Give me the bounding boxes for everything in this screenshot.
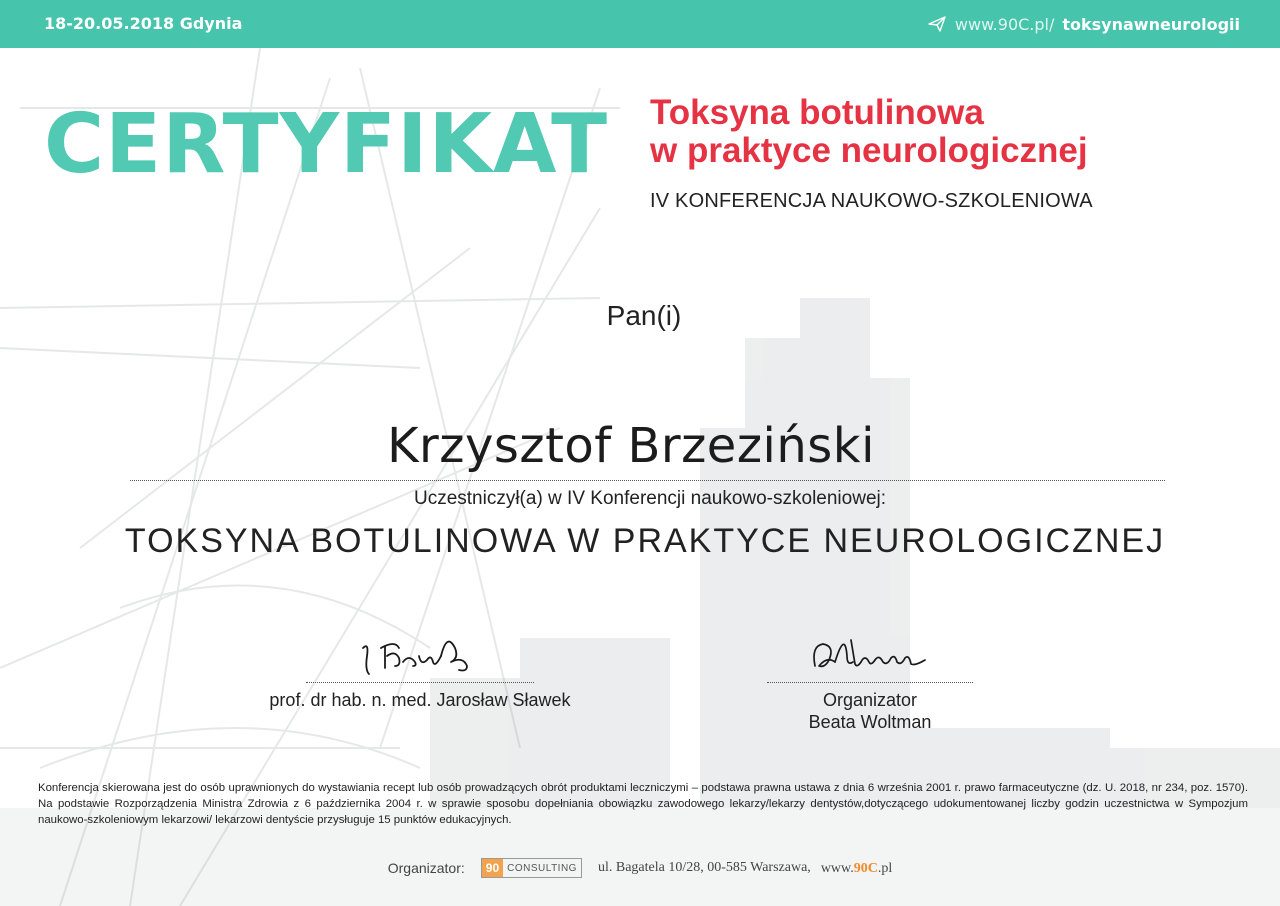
conference-name-line1: Toksyna botulinowa (650, 93, 984, 132)
website-prefix: www. (820, 861, 854, 876)
conference-name-line2: w praktyce neurologicznej (650, 131, 1088, 170)
paper-plane-icon (927, 14, 947, 34)
url-path: toksynawneurologii (1062, 14, 1240, 34)
conference-type: IV KONFERENCJA NAUKOWO-SZKOLENIOWA (650, 190, 1093, 212)
website-suffix: .pl (877, 861, 893, 876)
recipient-dotted-line (130, 480, 1165, 481)
certificate-heading: CERTYFIKAT (44, 97, 609, 192)
salutation: Pan(i) (606, 300, 682, 331)
recipient-name: Krzysztof Brzeziński (387, 418, 875, 474)
legal-notice: Konferencja skierowana jest do osób uprawnionych do wystawiania recept lub osób prowadzących obrót produktami leczniczymi – podstawa prawna ustawa z dnia 6 września 2001 r. prawo farmaceutyczne (dz. U. 2018, nr 234, poz. 1570). Na podstawie Rozporządzenia Ministra Zdrowia z 6 października 2004 r. w sprawie sposobu dopełniania obowiązku zawodowego lekarzy/lekarzy dentystów,dotyczącego udokumentowanej liczby godzin uczestnictwa w Sympozjum naukowo-szkoleniowym lekarzowi/ lekarzowi dentyście przysługuje 15 punktów edukacyjnych. (38, 782, 1248, 826)
event-date: 18-20.05.2018 Gdynia (44, 14, 243, 33)
logo-word: CONSULTING (507, 862, 577, 874)
handwritten-signature-woltman (805, 626, 935, 680)
logo-number: 90 (482, 859, 503, 877)
handwritten-signature-slawek (355, 626, 485, 680)
signer-name-left: prof. dr hab. n. med. Jarosław Sławek (269, 690, 571, 710)
participation-statement: Uczestniczył(a) w IV Konferencji naukowo-szkoleniowej: (413, 488, 887, 509)
organizer-footer (0, 858, 1280, 878)
website-accent: 90C (853, 861, 878, 876)
signature-line-left (306, 682, 534, 683)
event-url[interactable] (927, 14, 1240, 34)
organizer-label: Organizator: (387, 860, 465, 876)
signature-block-right (760, 626, 980, 733)
organizer-address: ul. Bagatela 10/28, 00-585 Warszawa, (597, 860, 811, 875)
conference-title: TOKSYNA BOTULINOWA W PRAKTYCE NEUROLOGICZNEJ (124, 522, 1166, 560)
signature-line-right (767, 682, 973, 683)
top-banner (0, 0, 1280, 48)
organizer-logo (481, 858, 582, 878)
signer-role-right: Organizator (822, 690, 918, 710)
organizer-website[interactable] (821, 859, 892, 877)
signer-name-right: Beata Woltman (808, 712, 932, 732)
signature-block-left (260, 626, 580, 711)
conference-name (650, 94, 1088, 170)
url-domain: www.90C.pl/ (954, 14, 1055, 34)
